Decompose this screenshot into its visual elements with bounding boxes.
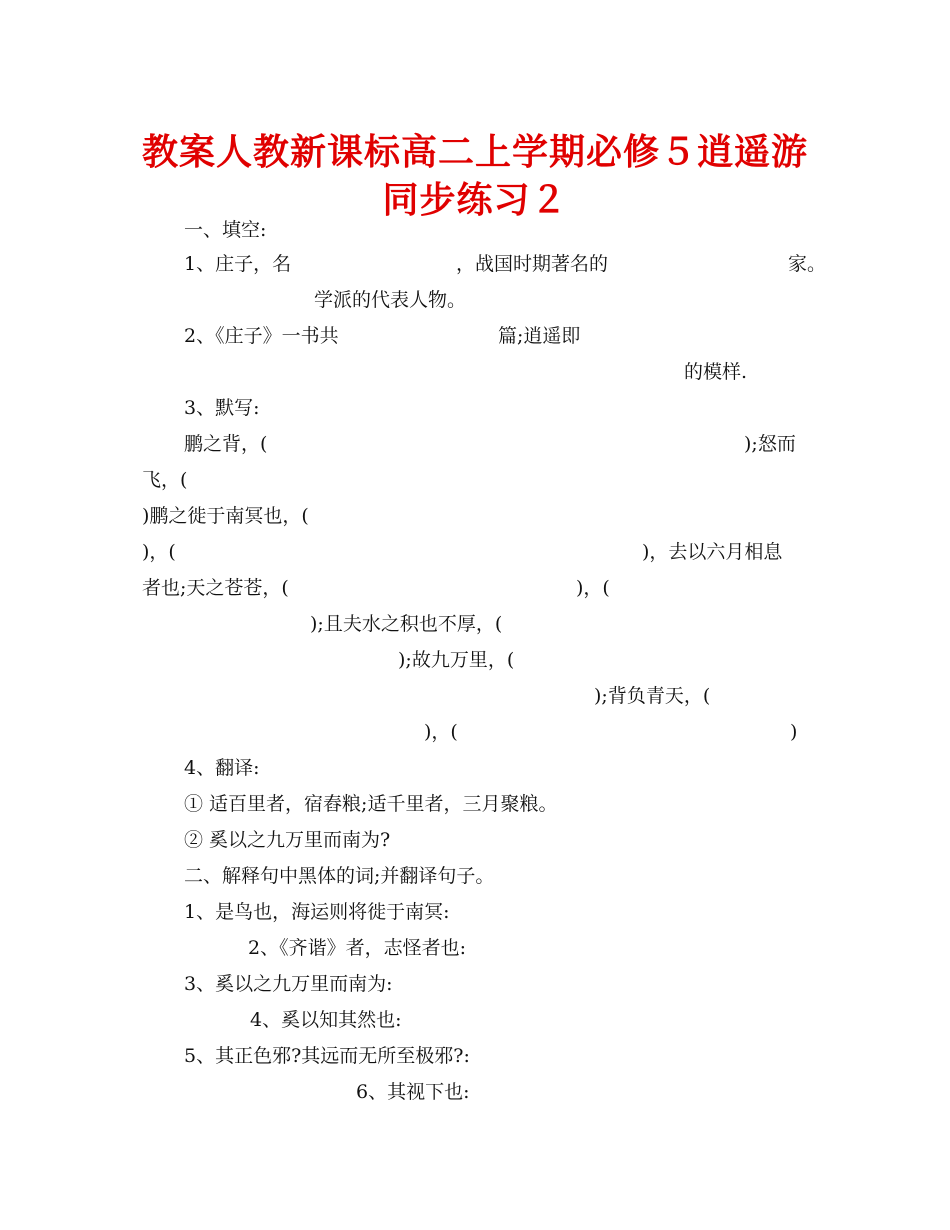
question4-heading: 4、翻译:	[184, 757, 260, 779]
section1-heading: 一、填空:	[184, 219, 267, 241]
q3-line9-a: )，(	[424, 721, 458, 743]
q3-line8: );背负青天，(	[594, 685, 711, 707]
q3-line5-b: )，(	[576, 577, 610, 599]
section2-item6: 6、其视下也:	[356, 1081, 470, 1103]
q3-line4-b: )，去以六月相息	[642, 541, 783, 563]
q2-prefix: 2、《庄子》一书共	[184, 325, 339, 347]
section2-item1: 1、是鸟也，海运则将徙于南冥:	[184, 901, 450, 923]
question4-item2: ② 奚以之九万里而南为?	[184, 829, 391, 851]
q1-mid: ，战国时期著名的	[456, 253, 609, 275]
section2-item2: 2、《齐谐》者，志怪者也:	[248, 937, 466, 959]
section2-item4: 4、奚以知其然也:	[250, 1009, 402, 1031]
q3-line6: );且夫水之积也不厚，(	[310, 613, 503, 635]
q3-line1-a: 鹏之背，(	[184, 433, 268, 455]
document-title-line2: 同步练习２	[382, 180, 568, 221]
question1-line2: 学派的代表人物。	[314, 289, 467, 311]
section2-item5: 5、其正色邪?其远而无所至极邪?:	[184, 1045, 470, 1067]
q1-prefix: 1、庄子，名	[184, 253, 292, 275]
q3-line4-a: )，(	[142, 541, 176, 563]
section2-heading: 二、解释句中黑体的词;并翻译句子。	[184, 865, 495, 887]
q3-line2: 飞，(	[142, 469, 188, 491]
question4-item1: ① 适百里者，宿舂粮;适千里者，三月聚粮。	[184, 793, 558, 815]
section2-item3: 3、奚以之九万里而南为:	[184, 973, 393, 995]
q2-mid: 篇;逍遥即	[498, 325, 581, 347]
q3-line9-b: )	[790, 721, 798, 743]
q3-line5-a: 者也;天之苍苍，(	[142, 577, 289, 599]
question3-heading: 3、默写:	[184, 397, 260, 419]
q3-line1-b: );怒而	[744, 433, 796, 455]
q1-end: 家。	[788, 253, 827, 275]
q3-line7: );故九万里，(	[398, 649, 515, 671]
question2-line2: 的模样.	[684, 361, 748, 383]
document-title-line1: 教案人教新课标高二上学期必修５逍遥游	[141, 132, 808, 173]
q3-line3: )鹏之徙于南冥也，(	[142, 505, 309, 527]
